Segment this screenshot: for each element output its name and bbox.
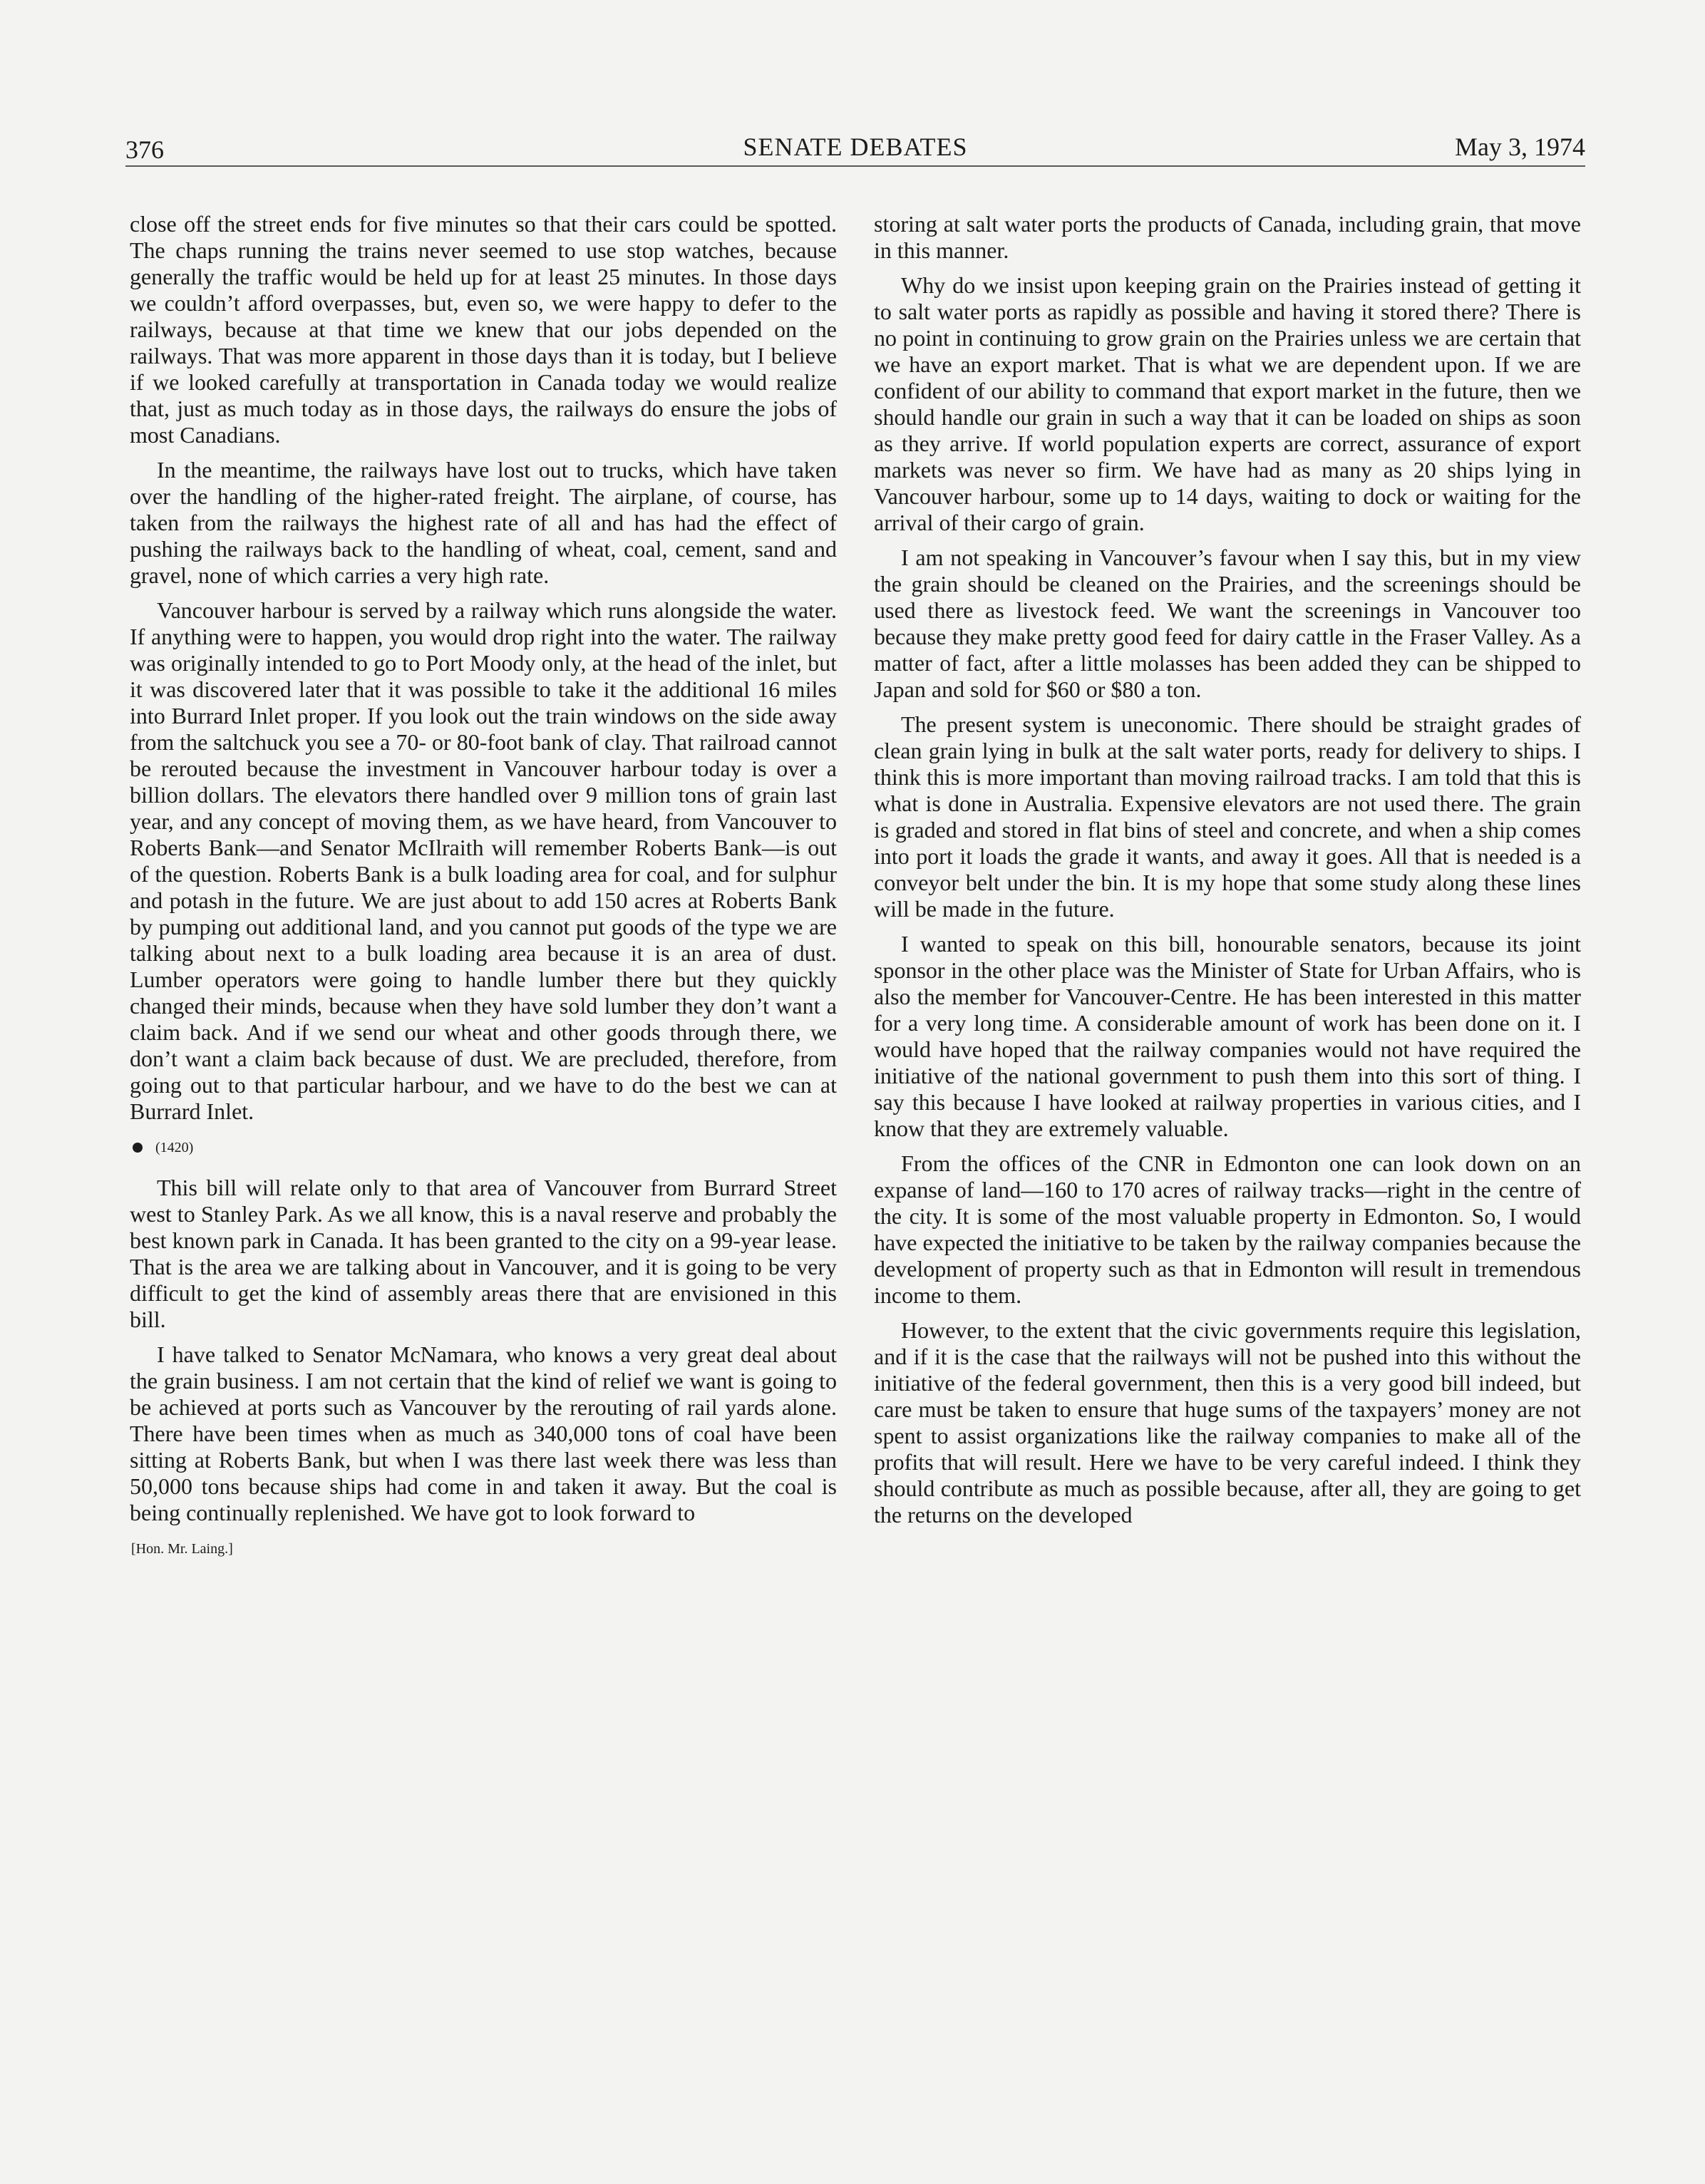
left-column [130, 211, 837, 1557]
page-number: 376 [125, 135, 164, 164]
speaker-footnote: [Hon. Mr. Laing.] [131, 1541, 233, 1557]
paragraph: In the meantime, the railways have lost out to trucks, which have taken over the handling of the higher-rated freight. The airplane, of course, has taken from the railways the highest rate of all and has had the effect of pushing the railways back to the handling of wheat, coal, cement, sand and gravel, none of which carries a very high rate. [130, 457, 837, 588]
paragraph: storing at salt water ports the products of Canada, including grain, that move in this manner. [874, 211, 1581, 263]
page-date: May 3, 1974 [1455, 133, 1585, 161]
bullet-icon [133, 1143, 143, 1153]
paragraph: However, to the extent that the civic governments require this legislation, and if it is the case that the railways will not be pushed into this without the initiative of the federal government, then this is a very good bill indeed, but care must be taken to ensure that huge sums of the taxpayers’ money are not spent to assist organizations like the railway companies to make all of the profits that will result. Here we have to be very careful indeed. I think they should contribute as much as possible because, after all, they are going to get the returns on the developed [874, 1317, 1581, 1528]
paragraph: Why do we insist upon keeping grain on the Prairies instead of getting it to salt water ports as rapidly as possible and having it stored there? There is no point in continuing to grow grain on the Prairies unless we are certain that we have an export market. That is what we are dependent upon. If we are confident of our ability to command that export market in the future, then we should handle our grain in such a way that it can be loaded on ships as soon as they arrive. If world population experts are correct, assurance of export markets was never so firm. We have had as many as 20 ships lying in Vancouver harbour, some up to 14 days, waiting to dock or waiting for the arrival of their cargo of grain. [874, 272, 1581, 535]
paragraph: This bill will relate only to that area of Vancouver from Burrard Street west to Stanley Park. As we all know, this is a naval reserve and probably the best known park in Canada. It has been granted to the city on a 99-year lease. That is the area we are talking about in Vancouver, and it is going to be very difficult to get the kind of assembly areas there that are envisioned in this bill. [130, 1175, 837, 1332]
paragraph: I have talked to Senator McNamara, who knows a very great deal about the grain business. I am not certain that the kind of relief we want is going to be achieved at ports such as Vancouver by the rerouting of rail yards alone. There have been times when as much as 340,000 tons of coal have been sitting at Roberts Bank, but when I was there last week there was less than 50,000 tons because ships had come in and taken it away. But the coal is being continually replenished. We have got to look forward to [130, 1341, 837, 1525]
page-header [125, 127, 1585, 167]
time-marker [133, 1139, 837, 1156]
paragraph: The present system is uneconomic. There should be straight grades of clean grain lying in bulk at the salt water ports, ready for delivery to ships. I think this is more important than moving railroad tracks. I am told that this is what is done in Australia. Expensive elevators are not used there. The grain is graded and stored in flat bins of steel and concrete, and when a ship comes into port it loads the grade it wants, and away it goes. All that is needed is a conveyor belt under the bin. It is my hope that some study along these lines will be made in the future. [874, 711, 1581, 922]
publication-title: SENATE DEBATES [743, 133, 968, 161]
time-marker-label: (1420) [155, 1140, 194, 1155]
paragraph: Vancouver harbour is served by a railway which runs alongside the water. If anything were to happen, you would drop right into the water. The railway was originally intended to go to Port Moody only, at the head of the inlet, but it was discovered later that it was possible to take it the additional 16 miles into Burrard Inlet proper. If you look out the train windows on the side away from the saltchuck you see a 70- or 80-foot bank of clay. That railroad cannot be rerouted because the investment in Vancouver harbour today is over a billion dollars. The elevators there handled over 9 million tons of grain last year, and any concept of moving them, as we have heard, from Vancouver to Roberts Bank—and Senator McIlraith will remember Roberts Bank—is out of the question. Roberts Bank is a bulk loading area for coal, and for sulphur and potash in the future. We are just about to add 150 acres at Roberts Bank by pumping out additional land, and you cannot put goods of the type we are talking about next to a bulk loading area because it is an area of dust. Lumber operators were going to handle lumber there but they quickly changed their minds, because when they have sold lumber they don’t want a claim back. And if we send our wheat and other goods through there, we don’t want a claim back because of dust. We are precluded, therefore, from going out to that particular harbour, and we have to do the best we can at Burrard Inlet. [130, 597, 837, 1124]
paragraph: close off the street ends for five minutes so that their cars could be spotted. The chaps running the trains never seemed to use stop watches, because generally the traffic would be held up for at least 25 minutes. In those days we couldn’t afford overpasses, but, even so, we were happy to defer to the railways, because at that time we knew that our jobs depended on the railways. That was more apparent in those days than it is today, but I believe if we looked carefully at transportation in Canada today we would realize that, just as much today as in those days, the railways do ensure the jobs of most Canadians. [130, 211, 837, 448]
right-column [874, 211, 1581, 1537]
paragraph: I wanted to speak on this bill, honourable senators, because its joint sponsor in the other place was the Minister of State for Urban Affairs, who is also the member for Vancouver-Centre. He has been interested in this matter for a very long time. A considerable amount of work has been done on it. I would have hoped that the railway companies would not have required the initiative of the national government to push them into this sort of thing. I say this because I have looked at railway properties in various cities, and I know that they are extremely valuable. [874, 931, 1581, 1141]
paragraph: From the offices of the CNR in Edmonton one can look down on an expanse of land—160 to 170 acres of railway tracks—right in the centre of the city. It is some of the most valuable property in Edmonton. So, I would have expected the initiative to be taken by the railway companies because the development of property such as that in Edmonton will result in tremendous income to them. [874, 1150, 1581, 1308]
paragraph: I am not speaking in Vancouver’s favour when I say this, but in my view the grain should be cleaned on the Prairies, and the screenings should be used there as livestock feed. We want the screenings in Vancouver too because they make pretty good feed for dairy cattle in the Fraser Valley. As a matter of fact, after a little molasses has been added they can be shipped to Japan and sold for $60 or $80 a ton. [874, 545, 1581, 702]
header-rule [125, 165, 1585, 167]
